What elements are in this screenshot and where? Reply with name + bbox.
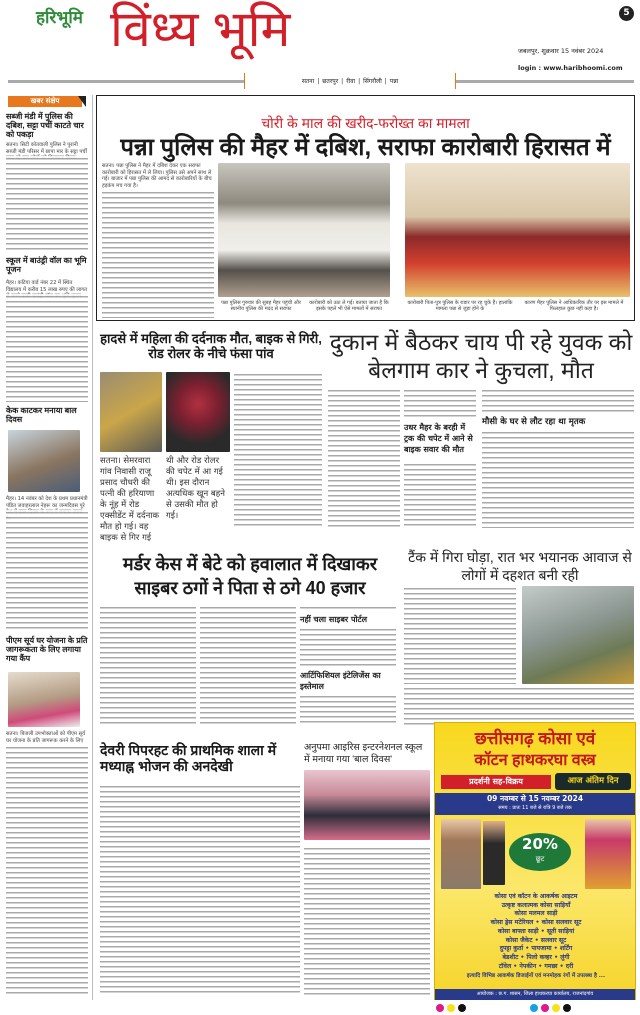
- model-photo-3: [585, 819, 631, 889]
- print-mark-black: [563, 1004, 571, 1012]
- print-mark-magenta: [541, 1004, 549, 1012]
- brief-body-3: [6, 510, 88, 630]
- cyber-body-col3c: [300, 694, 396, 726]
- camp-photo: [8, 672, 80, 727]
- horse-body-1: [404, 586, 516, 684]
- road-roller-photo: [100, 372, 162, 452]
- brief-headline-1: सब्जी मंडी में पुलिस की दबिश, सट्टा पर्ची काटते चार को पकड़ा: [6, 112, 84, 140]
- brief-lead-3: मैहर। 14 नवंबर को देश के प्रथम प्रधानमंत्री पंडित जवाहरलाल नेहरू का जन्मदिवस पूरे: [6, 496, 88, 509]
- cyber-subhead-2: आर्टिफिशियल इंटेलिजेंस का इस्तेमाल: [300, 671, 381, 691]
- cyber-body-col3b: [300, 627, 396, 667]
- brief-headline-3: केक काटकर मनाया बाल दिवस: [6, 406, 77, 425]
- ad-item: टॉवेल • नेपकीन • गमछा • दरी: [498, 962, 574, 970]
- accident-pullquote: थी और रोड रोलर की चपेट में आ गई थी। इस दौरान अत्यधिक खून बहने से उसकी मौत हो गई।: [166, 456, 226, 521]
- page-number: 5: [619, 6, 634, 21]
- tag-corner: [78, 96, 86, 107]
- caption-2: कारोबारी को उठा ले गई। बताया जाता है कि इसके पहले भी ऐसे मामलों में सराफा: [309, 300, 389, 312]
- school-event-photo: [304, 770, 430, 840]
- ad-item-list: [437, 893, 635, 971]
- ad-item: कोसा ड्रेस मटेरियल • कोसा सलवार सूट: [490, 919, 582, 927]
- column-rule: [92, 95, 93, 1000]
- car-headline: दुकान में बैठकर चाय पी रहे युवक को बेलगाम कार ने कुचला, मौत: [329, 329, 633, 383]
- brief-body-2: [6, 294, 88, 402]
- ad-timing: समय : प्रातः 11 बजे से रात्रि 9 बजे तक: [498, 805, 572, 811]
- anupama-headline: अनुपमा आइरिस इन्टरनेशनल स्कूल में मनाया गया 'बाल दिवस': [304, 742, 423, 765]
- website-login[interactable]: login : www.haribhoomi.com: [518, 64, 623, 72]
- cyber-body-col2: [200, 605, 296, 725]
- ad-date-band: [435, 793, 635, 815]
- jewellery-shop-photo: [405, 163, 630, 297]
- car-body-col1: [328, 388, 400, 528]
- caption-4: कारण मैहर पुलिस ने आधिकारिक तौर पर इस मामले में फिलहाल कुछ नहीं कहा है।: [524, 300, 624, 312]
- masthead-title: विंध्य भूमि: [110, 1, 291, 57]
- ad-tag: प्रदर्शनी सह-विक्रय: [441, 775, 551, 789]
- police-vehicle-photo: [218, 163, 390, 297]
- car-subhead-2: मौसी के घर से लौट रहा था मृतक: [482, 417, 586, 427]
- nav-rewa[interactable]: रीवा: [346, 78, 356, 85]
- ad-item: कोसा मलमल साड़ी: [514, 910, 558, 918]
- top-story-kicker: चोरी के माल की खरीद-फरोख्त का मामला: [261, 115, 470, 131]
- brief-headline-2: स्कूल में बाउंड्री वॉल का भूमि पूजन: [6, 256, 87, 275]
- ad-item: दुपट्टा कुर्ता • पायजामा • शर्टिंग: [499, 945, 573, 953]
- top-story-headline: पन्ना पुलिस की मैहर में दबिश, सराफा कारोबारी हिरासत में: [120, 134, 611, 161]
- ad-discount-label: छूट: [535, 855, 545, 863]
- brief-headline-4: पीएम सूर्य घर योजना के प्रति जागरूकता के लिए लगाया गया कैंप: [6, 636, 88, 664]
- nav-satna[interactable]: सतना: [301, 78, 315, 85]
- print-mark-magenta: [436, 1004, 444, 1012]
- cyber-subhead-1: नहीं चला साइबर पोर्टल: [300, 615, 368, 624]
- ad-item: बेडशीट • पिलो कव्हर • लुंगी: [502, 953, 570, 961]
- model-photo-1: [441, 819, 481, 889]
- ad-title-2: कॉटन हाथकरघा वस्त्र: [474, 752, 596, 769]
- car-body-col2a: [404, 388, 476, 420]
- top-story-body: [102, 190, 214, 318]
- ad-footer: इत्यादि विभिन्न आकर्षक डिजाईनों एवं मनमोहक रंगों में उपलब्ध है ...: [466, 973, 606, 979]
- children-photo: [8, 430, 80, 492]
- news-brief-tag: खबर संक्षेप: [8, 96, 82, 107]
- horse-tank-photo: [522, 586, 634, 684]
- car-subhead-1: उधर मैहर के बरही में ट्रक की चपेट में आने से बाइक सवार की मौत: [404, 423, 473, 454]
- brief-lead-2: मैहर। कटिया वार्ड नंबर 22 में स्थित विद्यालय में करीब 15 लाख रुपए की लागत: [6, 280, 88, 293]
- ad-organizer: आयोजक : छ.ग. शासन, जिला हाथकरघा कार्यालय, राजनांदगांव: [435, 989, 635, 1000]
- rule-right: [456, 80, 634, 83]
- cyber-body-col3a: [300, 605, 396, 612]
- bike-photo: [166, 372, 230, 452]
- handloom-advertisement[interactable]: [434, 722, 636, 1000]
- nav-singrauli[interactable]: सिंगरौली: [363, 78, 382, 85]
- horse-headline: टैंक में गिरा घोड़ा, रात भर भयानक आवाज से लोगों में दहशत बनी रही: [408, 549, 632, 583]
- car-body-col3b: [482, 430, 634, 528]
- accident-headline: हादसे में महिला की दर्दनाक मौत, बाइक से गिरी, रोड रोलर के नीचे फंसा पांव: [100, 331, 322, 361]
- model-photo-2: [483, 821, 505, 885]
- school-body: [100, 784, 300, 996]
- print-mark-cyan: [530, 1004, 538, 1012]
- top-story-lead: सतना। पन्ना पुलिस ने मैहर में दबिश देकर एक सराफा कारोबारी को हिरासत में ले लिया। पुलिस उसे अपने साथ ले गई। बाजार में पन्ना पुलिस की आमद से कारोबारियों के बीच हड़कंप मच गया है।: [102, 163, 212, 189]
- ad-item: कोसा एवं कॉटन के आकर्षक आइटम: [494, 893, 578, 900]
- nav-chhatarpur[interactable]: छतरपुर: [322, 78, 339, 85]
- ad-last-day-badge: आज अंतिम दिन: [555, 773, 631, 790]
- ad-item: कोसा बाफ्ता साड़ी • सूती साड़ियां: [497, 927, 575, 935]
- brand-logo: हरिभूमि: [36, 8, 83, 27]
- cyber-body-col1: [100, 605, 196, 725]
- ad-dates: 09 नवम्बर से 15 नवम्बर 2024: [486, 794, 584, 803]
- brief-body-4: [6, 745, 88, 995]
- nav-panna[interactable]: पन्ना: [389, 78, 399, 85]
- print-mark-yellow: [447, 1004, 455, 1012]
- print-mark-black: [458, 1004, 466, 1012]
- ad-item: कोसा जैकेट • सलवार सूट: [505, 936, 567, 944]
- ad-item: उत्कृष्ट कलात्मक कोसा साड़ियाँ: [501, 901, 571, 909]
- ad-discount: 20%: [522, 835, 558, 853]
- caption-1: पन्ना पुलिस गुरुवार की सुबह मैहर पहुंची और स्थानीय पुलिस की मदद से सराफा: [221, 300, 301, 312]
- rule-left: [8, 80, 244, 83]
- brief-body-1: [6, 156, 88, 250]
- district-nav: सतना | छतरपुर | रीवा | सिंगरौली | पन्ना: [244, 73, 456, 89]
- ad-title-1: छत्तीसगढ़ कोसा एवं: [474, 729, 596, 748]
- horse-body-2: [404, 686, 634, 726]
- car-body-col2b: [404, 462, 476, 528]
- car-body-col3a: [482, 388, 634, 412]
- brief-lead-4: सतना। बिजली उपभोक्ताओं को पीएम सूर्य घर योजना के प्रति जागरूक करने के लिए: [6, 731, 86, 744]
- date: जबलपुर, शुक्रवार 15 नवंबर 2024: [518, 47, 604, 55]
- brief-lead-1: सतना। सिटी कोतवाली पुलिस ने पुरानी सब्जी मंडी परिसर में छापा मार के सट्टा पर्ची: [6, 142, 87, 155]
- accident-lead: सतना। सेमरवारा गांव निवासी राजू प्रसाद चौधरी की पत्नी की हरियाणा के नूंह में रोड एक्सीडेंट में दर्दनाक मौत हो गई। वह बाइक से गिर गई: [100, 456, 160, 543]
- anupama-body: [304, 846, 430, 996]
- cyber-headline: मर्डर केस में बेटे को हवालात में दिखाकर साइबर ठगों ने पिता से ठगे 40 हजार: [122, 554, 378, 598]
- caption-3: कारोबारी पिता-पुत्र पुलिस के राडार पर रह चुके हैं। हालांकि मामला पन्ना से जुड़ा होने के: [407, 300, 513, 312]
- accident-body: [234, 372, 322, 527]
- ad-discount-badge: [509, 833, 571, 871]
- school-headline: देवरी पिपरहट की प्राथमिक शाला में मध्याह्न भोजन की अनदेखी: [100, 742, 277, 775]
- print-mark-yellow: [552, 1004, 560, 1012]
